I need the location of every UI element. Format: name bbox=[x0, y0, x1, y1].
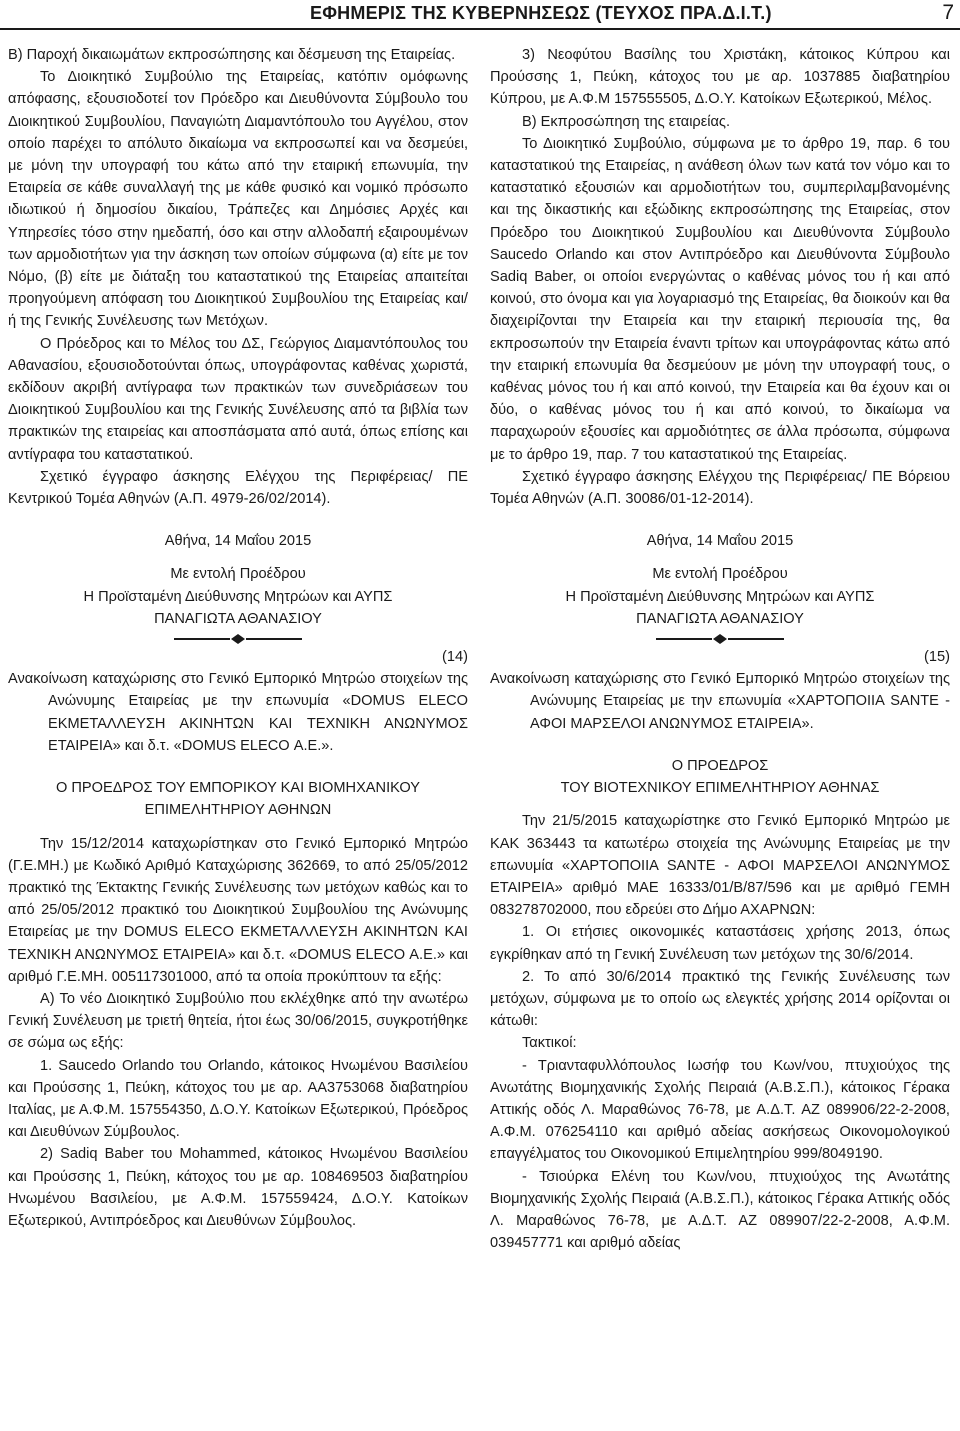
diamond-icon bbox=[231, 634, 245, 644]
divider-line bbox=[728, 638, 784, 640]
paragraph: 2. Το από 30/6/2014 πρακτικό της Γενικής Συνέλευσης των μετόχων, σύμφωνα με το οποίο ως ελεγκτές χρήσης 2014 ορίζονται οι κάτωθι: bbox=[490, 968, 950, 1030]
date-line: Αθήνα, 14 Μαΐου 2015 bbox=[646, 533, 794, 550]
paragraph: Το Διοικητικό Συμβούλιο, σύμφωνα με το άρθρο 19, παρ. 6 του καταστατικού της Εταιρείας, η ανάθεση όλων των κατά τον νόμο και το καταστατικό εξουσιών και αρμοδιοτήτων του, συμπεριλαμβανομένης και της δικαστικής και εξώδικης εκπροσώπησης της Εταιρείας, στον Πρόεδρο του Διοικητικού Συμβουλίου και Διευθύνοντα Σύμβουλο Saucedo Orlando και στον Αντιπρόεδρο και Διευθύνοντα Σύμβουλο Sadiq Baber, οι οποίοι ενεργώντας ο καθένας μόνος του ή και από κοινού, στο όνομα και για λογαριασμό της Εταιρείας, θα διοικούν και θα διαχειρίζονται την Εταιρεία και την εταιρική περιουσία της, θα εκπροσωπούν την Εταιρεία έναντι τρίτων και υπογράφοντας κάτω από την εταιρική επωνυμία θα δεσμεύουν με μόνη την υπογραφή τους, ο καθένας μόνος του ή και από κοινού, την Εταιρεία και θα έχουν και οι δύο, ο καθένας μόνος του ή και από κοινού, το δικαίωμα να παραχωρούν εξουσίες και αρμοδιότητες σε άλλα πρόσωπα, σύμφωνα με το άρθρο 19, παρ. 7 του καταστατικού της Εταιρείας. bbox=[490, 135, 950, 463]
paragraph: 3) Νεοφύτου Βασίλης του Χριστάκη, κάτοικος Κύπρου και Προύσσης 1, Πεύκη, κάτοχος του με αρ. 1037885 διαβατηρίου Κύπρου, με Α.Φ.Μ 157555505, Δ.Ο.Υ. Κατοίκων Εξωτερικού, Μέλος. bbox=[490, 47, 950, 108]
signature-line: Με εντολή Προέδρου bbox=[170, 566, 306, 583]
authority-line: ΤΟΥ ΒΙΟΤΕΧΝΙΚΟΥ ΕΠΙΜΕΛΗΤΗΡΙΟΥ ΑΘΗΝΑΣ bbox=[560, 780, 880, 797]
spacer bbox=[8, 510, 468, 530]
paragraph: Την 15/12/2014 καταχωρίστηκαν στο Γενικό Εμπορικό Μητρώο (Γ.Ε.ΜΗ.) με Κωδικό Αριθμό Καταχώρισης 362669, το από 25/05/2012 πρακτικό της Έκτακτης Γενικής Συνέλευσης των μετόχων καθώς και το από 25/05/2012 πρακτικό του Διοικητικού Συμβουλίου της Ανώνυμης Εταιρείας με την DOMUS ELECO ΕΚΜΕΤΑΛΛΕΥΣΗ ΑΚΙΝΗΤΩΝ ΚΑΙ ΤΕΧΝΙΚΗ ΑΝΩΝΥΜΟΣ ΕΤΑΙΡΕΙΑ» και δ.τ. «DOMUS ELECO Α.Ε.» και αριθμό Γ.Ε.ΜΗ. 005117301000, από τα οποία προκύπτουν τα εξής: bbox=[8, 835, 468, 985]
authority-line: ΕΠΙΜΕΛΗΤΗΡΙΟΥ ΑΘΗΝΩΝ bbox=[144, 802, 332, 819]
notice-number: (15) bbox=[924, 649, 950, 666]
paragraph: Τακτικοί: bbox=[522, 1035, 577, 1052]
authority-line: Ο ΠΡΟΕΔΡΟΣ ΤΟΥ ΕΜΠΟΡΙΚΟΥ ΚΑΙ ΒΙΟΜΗΧΑΝΙΚΟΥ bbox=[55, 780, 421, 797]
signature-line: Με εντολή Προέδρου bbox=[652, 566, 788, 583]
spacer bbox=[8, 757, 468, 777]
spacer bbox=[8, 552, 468, 563]
divider-line bbox=[174, 638, 230, 640]
notice-title: Ανακοίνωση καταχώρισης στο Γενικό Εμπορικό Μητρώο στοιχείων της Ανώνυμης Εταιρείας με την επωνυμία «DOMUS ELECO ΕΚΜΕΤΑΛΛΕΥΣΗ ΑΚΙΝΗΤΩΝ ΚΑΙ ΤΕΧΝΙΚΗ ΑΝΩΝΥΜΟΣ ΕΤΑΙΡΕΙΑ» και δ.τ. «DOMUS ELECO Α.Ε.». bbox=[8, 671, 468, 754]
section-divider bbox=[8, 632, 468, 646]
gazette-title: ΕΦΗΜΕΡΙΣ ΤΗΣ ΚΥΒΕΡΝΗΣΕΩΣ (ΤΕΥΧΟΣ ΠΡΑ.Δ.Ι.Τ.) bbox=[310, 3, 772, 23]
spacer bbox=[490, 799, 950, 810]
paragraph: Το Διοικητικό Συμβούλιο της Εταιρείας, κατόπιν ομόφωνης απόφασης, εξουσιοδοτεί τον Πρόεδρο και Διευθύνοντα Σύμβουλο του Διοικητικού Συμβουλίου, Παναγιώτη Διαμαντόπουλο του Αγγέλου, στον οποίο παρέχει το απόλυτο δικαίωμα να εκπροσωπεί και να δεσμεύει, με μόνη την υπογραφή του κάτω από την εταιρική επωνυμία, την Εταιρεία σε κάθε συναλλαγή της με κάθε φυσικό και νομικό πρόσωπο ιδιωτικού ή δημοσίου δικαίου, Τράπεζες και Δημόσιες Αρχές και Υπηρεσίες τόσο στην ημεδαπή, όσο και στην αλλοδαπή εξαιρουμένων των αρμοδιοτήτων για την άσκηση των οποίων σύμφωνα (α) είτε με τον Νόμο, (β) είτε με διάταξη του καταστατικού της Εταιρείας απαιτείται προηγούμενη απόφαση του Διοικητικού Συμβουλίου της Εταιρείας και/ή της Γενικής Συνέλευσης των Μετόχων. bbox=[8, 69, 468, 330]
paragraph: Β) Εκπροσώπηση της εταιρείας. bbox=[522, 113, 731, 130]
spacer bbox=[490, 510, 950, 530]
paragraph: Β) Παροχή δικαιωμάτων εκπροσώπησης και δέσμευση της Εταιρείας. bbox=[8, 47, 456, 63]
paragraph: 2) Sadiq Baber του Mohammed, κάτοικος Ηνωμένου Βασιλείου και Προύσσης 1, Πεύκη, κάτοχος του με αρ. 108469503 διαβατηρίου Ηνωμένου Βασιλείου, με Α.Φ.Μ. 157559424, Δ.Ο.Υ. Κατοίκων Εξωτερικού, Αντιπρόεδρος και Διευθύνων Σύμβουλος. bbox=[8, 1146, 468, 1229]
diamond-icon bbox=[713, 634, 727, 644]
signature-line: Η Προϊσταμένη Διεύθυνσης Μητρώων και ΑΥΠΣ bbox=[565, 588, 875, 605]
left-column bbox=[8, 44, 468, 1232]
authority-line: Ο ΠΡΟΕΔΡΟΣ bbox=[671, 757, 769, 774]
spacer bbox=[490, 735, 950, 755]
signature-name: ΠΑΝΑΓΙΩΤΑ ΑΘΑΝΑΣΙΟΥ bbox=[636, 610, 804, 627]
paragraph: 1. Οι ετήσιες οικονομικές καταστάσεις χρήσης 2013, όπως εγκρίθηκαν από τη Γενική Συνέλευση των μετόχων της 30/6/2014. bbox=[490, 924, 950, 963]
section-divider bbox=[490, 632, 950, 646]
paragraph: Την 21/5/2015 καταχωρίστηκε στο Γενικό Εμπορικό Μητρώο με ΚΑΚ 363443 τα κατωτέρω στοιχεία της Ανώνυμης Εταιρείας με την επωνυμία «ΧΑΡΤΟΠΟΙΙΑ SANTE - ΑΦΟΙ ΜΑΡΣΕΛΟΙ ΑΝΩΝΥΜΟΣ ΕΤΑΙΡΕΙΑ» αριθμό ΜΑΕ 16333/01/Β/87/596 και με αριθμό ΓΕΜΗ 083278702000, που εδρεύει στο Δήμο ΑΧΑΡΝΩΝ: bbox=[490, 813, 950, 919]
divider-line bbox=[656, 638, 712, 640]
divider-line bbox=[246, 638, 302, 640]
spacer bbox=[490, 552, 950, 563]
signature-name: ΠΑΝΑΓΙΩΤΑ ΑΘΑΝΑΣΙΟΥ bbox=[154, 610, 322, 627]
paragraph: Α) Το νέο Διοικητικό Συμβούλιο που εκλέχθηκε από την ανωτέρω Γενική Συνέλευση με τριετή θητεία, ήτοι έως 30/06/2015, συγκροτήθηκε σε σώμα ως εξής: bbox=[8, 990, 468, 1052]
notice-number: (14) bbox=[442, 649, 468, 666]
spacer bbox=[8, 822, 468, 833]
date-line: Αθήνα, 14 Μαΐου 2015 bbox=[164, 533, 312, 550]
paragraph: 1. Saucedo Orlando του Orlando, κάτοικος Ηνωμένου Βασιλείου και Προύσσης 1, Πεύκη, κάτοχος του με αρ. ΑΑ3753068 διαβατηρίου Ιταλίας, με Α.Φ.Μ. 157554350, Δ.Ο.Υ. Κατοίκων Εξωτερικού, Πρόεδρος και Διευθύνων Σύμβουλος. bbox=[8, 1057, 468, 1141]
paragraph: - Τσιούρκα Ελένη του Κων/νου, πτυχιούχος της Ανωτάτης Βιομηχανικής Σχολής Πειραιά (Α.Β.Σ.Π.), κάτοικος Γέρακα Αττικής οδός Λ. Μαραθώνος 76-78, με Α.Δ.Τ. ΑΖ 089907/22-2-2008, Α.Φ.Μ. 039457771 και αριθμό αδείας bbox=[490, 1168, 950, 1252]
notice-title: Ανακοίνωση καταχώρισης στο Γενικό Εμπορικό Μητρώο στοιχείων της Ανώνυμης Εταιρείας με την επωνυμία «ΧΑΡΤΟΠΟΙΙΑ SANTE - ΑΦΟΙ ΜΑΡΣΕΛΟΙ ΑΝΩΝΥΜΟΣ ΕΤΑΙΡΕΙΑ». bbox=[490, 671, 950, 732]
paragraph: Σχετικό έγγραφο άσκησης Ελέγχου της Περιφέρειας/ ΠΕ Κεντρικού Τομέα Αθηνών (Α.Π. 4979-26/02/2014). bbox=[8, 468, 468, 508]
header-rule bbox=[0, 28, 960, 30]
paragraph: Σχετικό έγγραφο άσκησης Ελέγχου της Περιφέρειας/ ΠΕ Βόρειου Τομέα Αθηνών (Α.Π. 30086/01-12-2014). bbox=[490, 468, 950, 508]
page-number: 7 bbox=[942, 1, 954, 24]
right-column bbox=[490, 44, 950, 1254]
paragraph: - Τριανταφυλλόπουλος Ιωσήφ του Κων/νου, πτυχιούχος της Ανωτάτης Βιομηχανικής Σχολής Πειραιά (Α.Β.Σ.Π.), κάτοικος Γέρακα Αττικής οδός Λ. Μαραθώνος 76-78, με Α.Δ.Τ. ΑΖ 089906/22-2-2008, Α.Φ.Μ. 076254110 και αριθμό αδείας ασκήσεως Οικονομολογικού επαγγέλματος του Οικονομικού Επιμελητηρίου 999/8049190. bbox=[490, 1057, 950, 1163]
page-header bbox=[0, 0, 960, 34]
signature-line: Η Προϊσταμένη Διεύθυνσης Μητρώων και ΑΥΠΣ bbox=[83, 588, 393, 605]
paragraph: Ο Πρόεδρος και το Μέλος του ΔΣ, Γεώργιος Διαμαντόπουλος του Αθανασίου, εξουσιοδοτούνται όπως, υπογράφοντας καθένας χωριστά, εκδίδουν ακριβή αντίγραφα των πρακτικών των συνεδριάσεων του Διοικητικού Συμβουλίου και της Γενικής Συνέλευσης από τα βιβλία των πρακτικών της εταιρείας και αποσπάσματα από αυτά, όπως επίσης και αντίγραφα του καταστατικού. bbox=[8, 335, 468, 463]
